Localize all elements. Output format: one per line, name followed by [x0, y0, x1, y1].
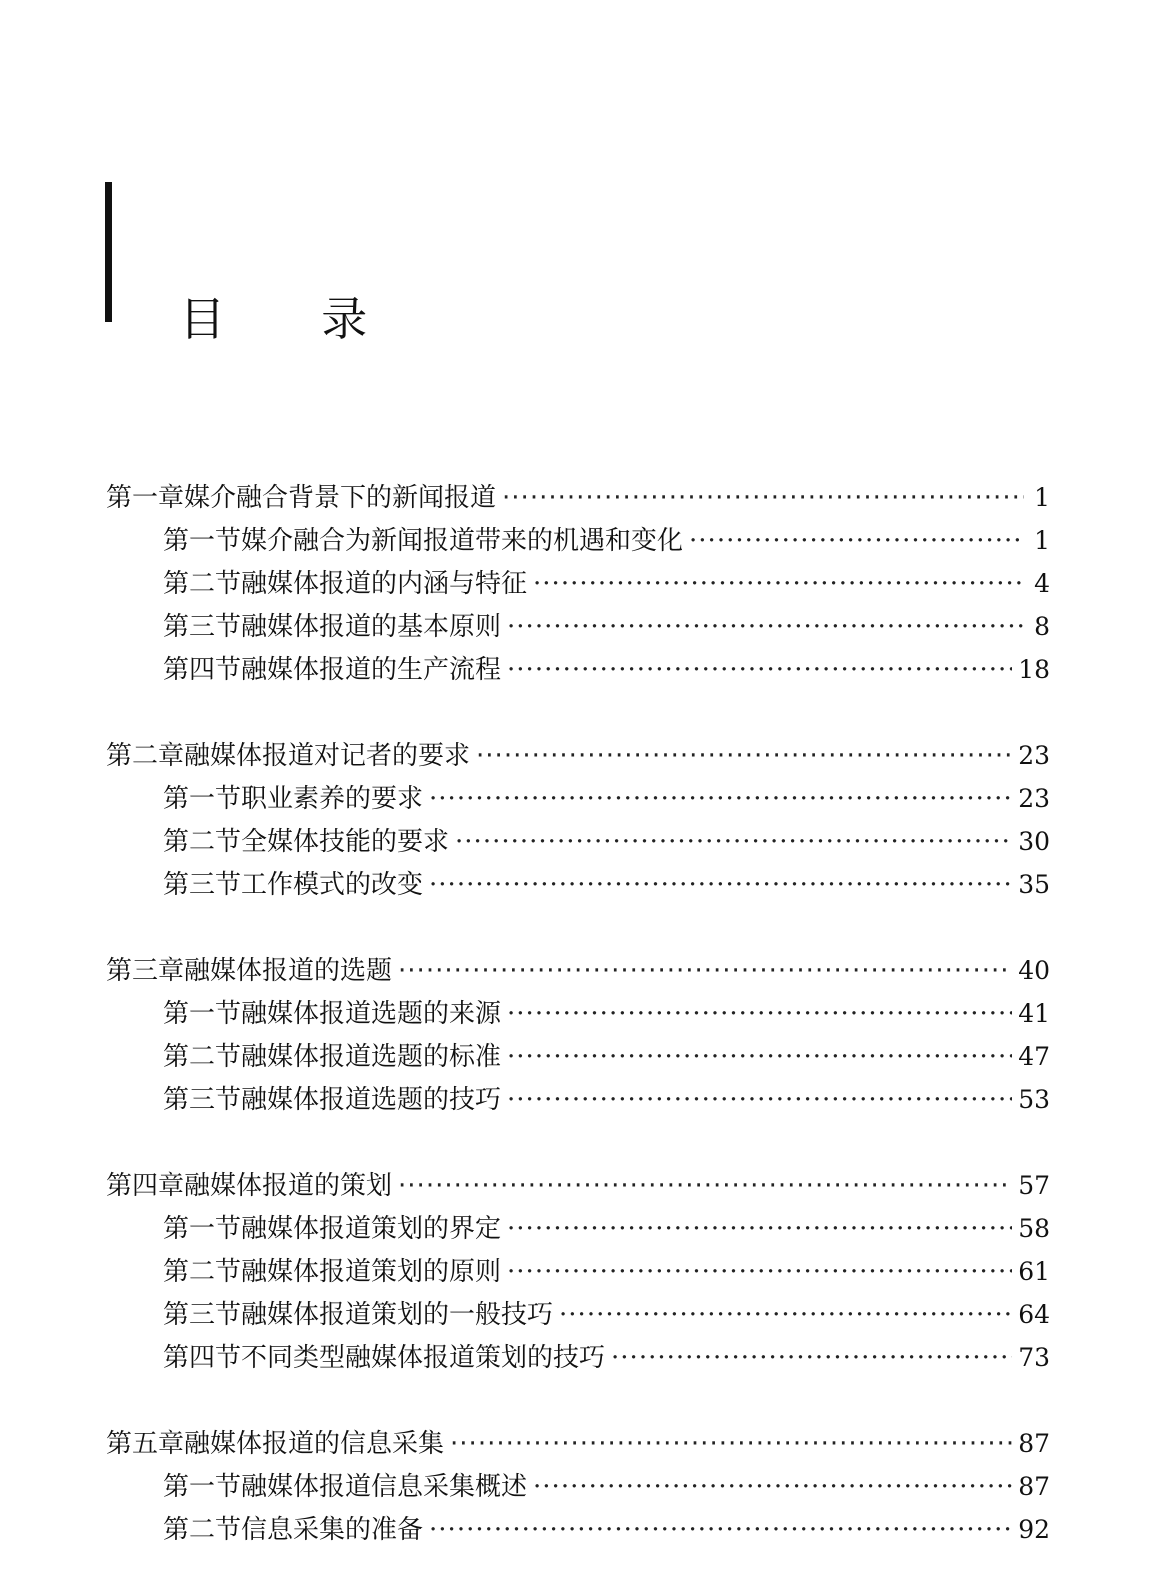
toc-entry-title: 融媒体报道的信息采集	[184, 1429, 445, 1459]
toc-entry-title: 工作模式的改变	[241, 870, 424, 900]
toc-section-row[interactable]	[163, 778, 1050, 814]
toc-entry-number: 第四节	[163, 1343, 242, 1373]
toc-entry-number: 第一节	[163, 1214, 242, 1244]
toc-page-number: 87	[1018, 1429, 1050, 1458]
toc-page-number: 57	[1018, 1171, 1050, 1200]
toc-entry-number: 第二章	[106, 741, 185, 771]
toc-entry-title: 融媒体报道的内涵与特征	[241, 569, 528, 599]
toc-entry-title: 融媒体报道选题的来源	[241, 999, 502, 1029]
toc-section-row[interactable]	[163, 821, 1050, 857]
toc-entry-number: 第四章	[106, 1171, 185, 1201]
toc-section-row[interactable]	[163, 1079, 1050, 1115]
toc-leader-dots	[398, 956, 1012, 986]
toc-page-number: 18	[1018, 655, 1050, 684]
toc-leader-dots	[429, 870, 1012, 900]
toc-entry-number: 第二节	[163, 1257, 242, 1287]
toc-entry-number: 第二节	[163, 1042, 242, 1072]
toc-entry-title: 融媒体报道的基本原则	[241, 612, 502, 642]
toc-page-number: 73	[1018, 1343, 1050, 1372]
toc-page-number: 41	[1018, 999, 1050, 1028]
toc-entry-title: 融媒体报道策划的原则	[241, 1257, 502, 1287]
toc-section-row[interactable]	[163, 606, 1050, 642]
toc-entry-number: 第一节	[163, 1472, 242, 1502]
toc-page-number: 64	[1018, 1300, 1050, 1329]
page-title-char-1: 目	[179, 292, 226, 346]
toc-section-row[interactable]	[163, 1208, 1050, 1244]
toc-entry-title: 融媒体报道的生产流程	[241, 655, 502, 685]
toc-leader-dots	[476, 741, 1012, 771]
toc-section-row[interactable]	[163, 1337, 1050, 1373]
toc-chapter-row[interactable]	[106, 950, 1050, 986]
toc-page-number: 8	[1034, 612, 1050, 641]
toc-entry-title: 融媒体报道信息采集概述	[241, 1472, 528, 1502]
toc-page-number: 1	[1034, 483, 1050, 512]
toc-entry-number: 第一章	[106, 483, 185, 513]
toc-leader-dots	[689, 526, 1024, 556]
toc-page-number: 35	[1018, 870, 1050, 899]
toc-leader-dots	[507, 999, 1012, 1029]
toc-leader-dots	[507, 1257, 1012, 1287]
toc-leader-dots	[450, 1429, 1012, 1459]
toc-entry-number: 第一节	[163, 784, 242, 814]
toc-entry-title: 融媒体报道对记者的要求	[184, 741, 471, 771]
toc-chapter-row[interactable]	[106, 477, 1050, 513]
toc-section-row[interactable]	[163, 563, 1050, 599]
toc-page-number: 23	[1018, 741, 1050, 770]
toc-chapter-row[interactable]	[106, 1423, 1050, 1459]
toc-entry-title: 媒介融合为新闻报道带来的机遇和变化	[241, 526, 684, 556]
toc-section-row[interactable]	[163, 1466, 1050, 1502]
toc-leader-dots	[455, 827, 1012, 857]
toc-section-row[interactable]	[163, 649, 1050, 685]
toc-leader-dots	[507, 1214, 1012, 1244]
toc-page-number: 30	[1018, 827, 1050, 856]
toc-entry-number: 第三节	[163, 1085, 242, 1115]
toc-entry-number: 第三节	[163, 612, 242, 642]
toc-section-row[interactable]	[163, 1509, 1050, 1545]
toc-leader-dots	[507, 655, 1012, 685]
toc-page-number: 40	[1018, 956, 1050, 985]
toc-entry-number: 第二节	[163, 827, 242, 857]
toc-leader-dots	[398, 1171, 1012, 1201]
toc-entry-number: 第五章	[106, 1429, 185, 1459]
toc-entry-title: 融媒体报道选题的标准	[241, 1042, 502, 1072]
toc-entry-number: 第四节	[163, 655, 242, 685]
toc-entry-title: 职业素养的要求	[241, 784, 424, 814]
toc-section-row[interactable]	[163, 520, 1050, 556]
toc-entry-title: 不同类型融媒体报道策划的技巧	[241, 1343, 606, 1373]
toc-page-number: 92	[1018, 1515, 1050, 1544]
toc-chapter-row[interactable]	[106, 735, 1050, 771]
toc-leader-dots	[533, 569, 1024, 599]
toc-entry-number: 第三节	[163, 870, 242, 900]
toc-leader-dots	[502, 483, 1024, 513]
toc-page-number: 58	[1018, 1214, 1050, 1243]
toc-entry-title: 融媒体报道的选题	[184, 956, 393, 986]
toc-entry-number: 第三节	[163, 1300, 242, 1330]
toc-page-number: 47	[1018, 1042, 1050, 1071]
toc-entry-number: 第一节	[163, 999, 242, 1029]
toc-leader-dots	[507, 612, 1024, 642]
toc-page-number: 61	[1018, 1257, 1050, 1286]
toc-entry-number: 第一节	[163, 526, 242, 556]
toc-entry-title: 融媒体报道的策划	[184, 1171, 393, 1201]
toc-entry-title: 全媒体技能的要求	[241, 827, 450, 857]
toc-page-number: 4	[1034, 569, 1050, 598]
toc-entry-title: 融媒体报道策划的界定	[241, 1214, 502, 1244]
toc-entry-title: 媒介融合背景下的新闻报道	[184, 483, 497, 513]
toc-entry-number: 第三章	[106, 956, 185, 986]
toc-entry-number: 第二节	[163, 569, 242, 599]
toc-section-row[interactable]	[163, 993, 1050, 1029]
toc-leader-dots	[429, 784, 1012, 814]
toc-page-number: 23	[1018, 784, 1050, 813]
toc-leader-dots	[611, 1343, 1012, 1373]
toc-entry-title: 信息采集的准备	[241, 1515, 424, 1545]
toc-page-number: 87	[1018, 1472, 1050, 1501]
toc-page-number: 53	[1018, 1085, 1050, 1114]
toc-entry-title: 融媒体报道选题的技巧	[241, 1085, 502, 1115]
toc-section-row[interactable]	[163, 1251, 1050, 1287]
page-title-char-2: 录	[321, 292, 368, 346]
toc-leader-dots	[559, 1300, 1012, 1330]
toc-entry-title: 融媒体报道策划的一般技巧	[241, 1300, 554, 1330]
toc-leader-dots	[429, 1515, 1012, 1545]
toc-section-row[interactable]	[163, 864, 1050, 900]
toc-entry-number: 第二节	[163, 1515, 242, 1545]
toc-section-row[interactable]	[163, 1036, 1050, 1072]
toc-leader-dots	[507, 1085, 1012, 1115]
toc-section-row[interactable]	[163, 1294, 1050, 1330]
toc-leader-dots	[533, 1472, 1012, 1502]
toc-chapter-row[interactable]	[106, 1165, 1050, 1201]
toc-page-number: 1	[1034, 526, 1050, 555]
toc-leader-dots	[507, 1042, 1012, 1072]
